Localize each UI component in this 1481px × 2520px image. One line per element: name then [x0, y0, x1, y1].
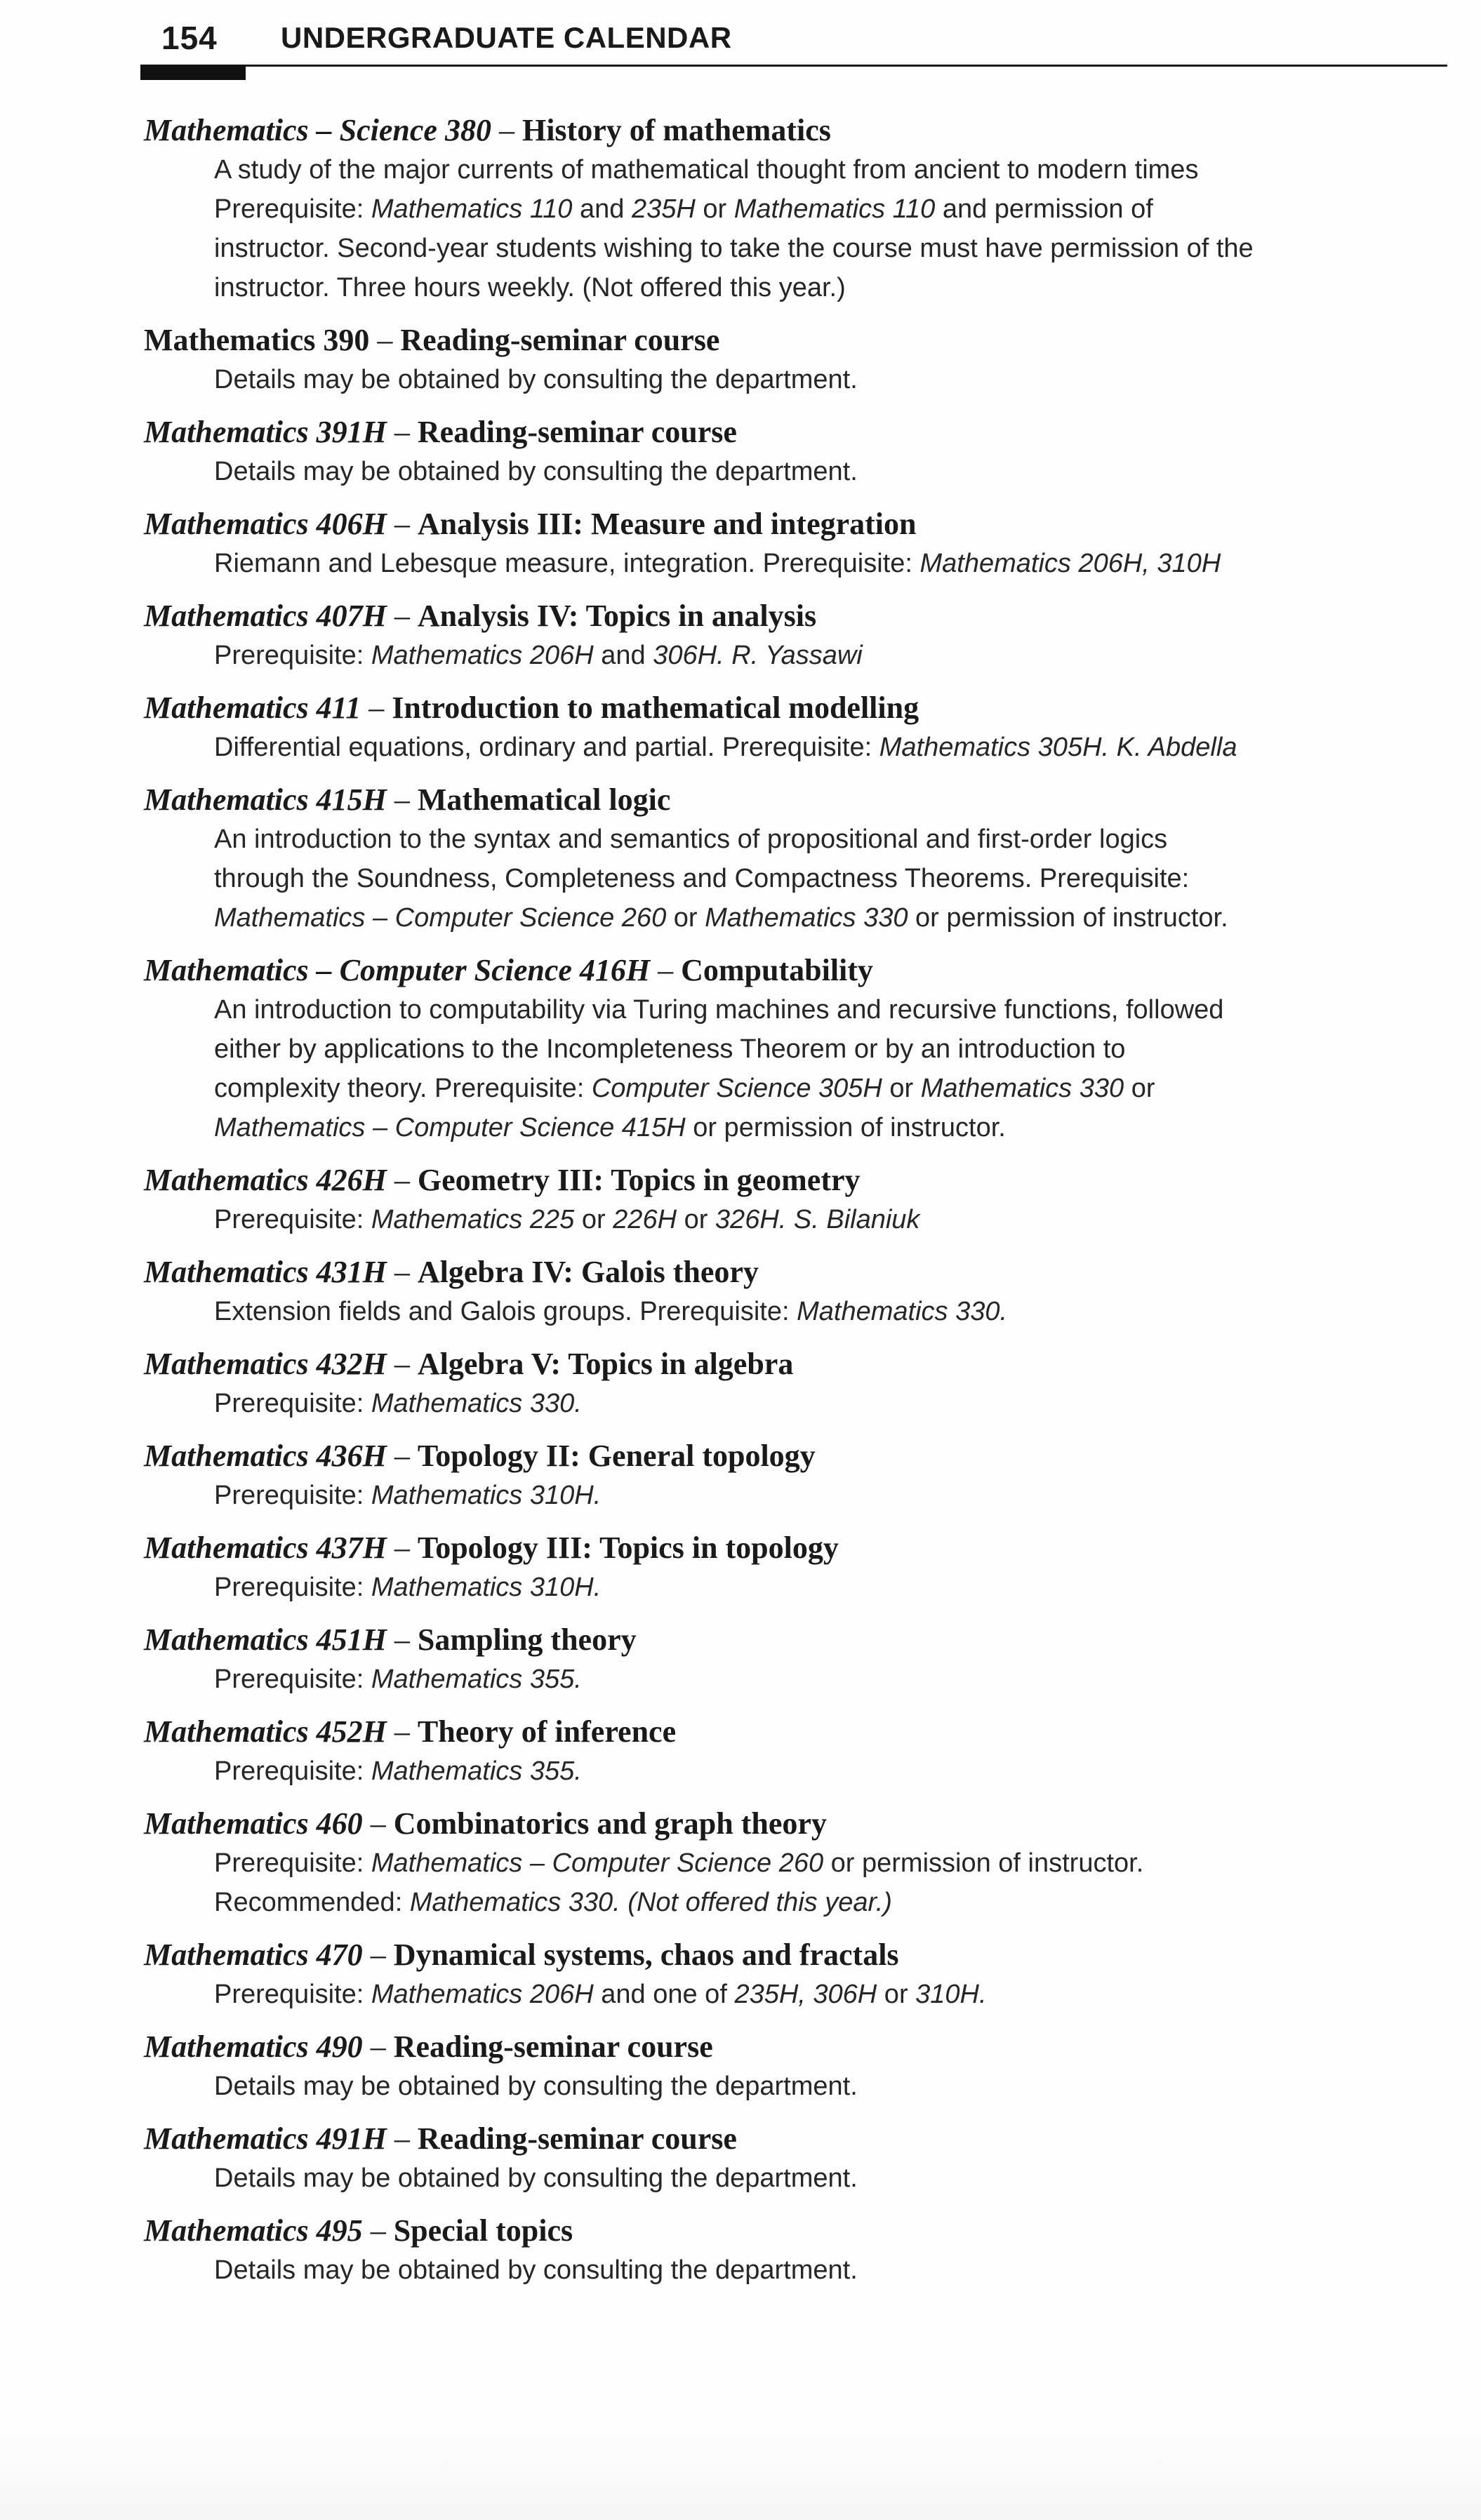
- header-tab-block: [140, 65, 246, 80]
- description-text: instructor. Three hours weekly. (Not offered this year.): [214, 273, 846, 302]
- description-text: Details may be obtained by consulting the department.: [214, 2072, 858, 2101]
- description-text: or: [882, 1074, 921, 1103]
- description-text: or: [677, 1205, 715, 1234]
- course-heading: [144, 1804, 1449, 1844]
- course-description: [144, 990, 1449, 1147]
- course-title: Introduction to mathematical modelling: [392, 691, 919, 725]
- course-code: Mathematics 491H: [144, 2121, 387, 2156]
- course-description: [144, 636, 1449, 675]
- description-line: [214, 1108, 1449, 1147]
- course-dash: –: [369, 323, 401, 357]
- course-code: Mathematics 470: [144, 1938, 363, 1972]
- course-title: Algebra IV: Galois theory: [417, 1255, 759, 1289]
- course-description: [144, 1844, 1449, 1922]
- course-heading: [144, 2211, 1449, 2251]
- course-reference: Mathematics 110: [733, 194, 936, 224]
- course-description: [144, 1200, 1449, 1239]
- course-reference: Computer Science 305H: [591, 1074, 882, 1103]
- course-description: [144, 1568, 1449, 1607]
- course-dash: –: [362, 1938, 394, 1972]
- description-line: [214, 1200, 1449, 1239]
- course-entry: [144, 1253, 1449, 1331]
- course-reference: 226H: [613, 1205, 677, 1234]
- description-line: [214, 2067, 1449, 2106]
- course-reference: Mathematics 305H. K. Abdella: [879, 733, 1237, 762]
- course-entry: [144, 111, 1449, 307]
- description-text: or: [695, 194, 734, 224]
- course-heading: [144, 1620, 1449, 1660]
- course-entry: [144, 688, 1449, 767]
- description-text: Prerequisite:: [214, 194, 371, 224]
- course-description: [144, 728, 1449, 767]
- course-reference: Mathematics 310H.: [371, 1573, 602, 1602]
- course-description: [144, 1476, 1449, 1515]
- course-description: [144, 1384, 1449, 1423]
- course-title: Dynamical systems, chaos and fractals: [393, 1938, 899, 1972]
- course-code: Mathematics 391H: [144, 415, 387, 449]
- course-reference: 310H.: [915, 1980, 987, 2009]
- course-code: Mathematics 452H: [144, 1714, 387, 1749]
- course-heading: [144, 1436, 1449, 1476]
- description-line: [214, 544, 1449, 583]
- course-title: Computability: [681, 953, 873, 987]
- header-rule: [140, 65, 1447, 67]
- course-heading: [144, 780, 1449, 820]
- course-reference: Mathematics 110: [371, 194, 573, 224]
- course-title: Algebra V: Topics in algebra: [417, 1347, 794, 1381]
- course-reference: Mathematics 355.: [371, 1756, 582, 1786]
- course-title: Reading-seminar course: [417, 415, 737, 449]
- course-reference: Mathematics 330.: [371, 1389, 582, 1418]
- page-bottom-edge: [0, 2435, 1481, 2520]
- course-description: [144, 452, 1449, 491]
- description-text: and one of: [593, 1980, 735, 2009]
- description-text: or permission of instructor.: [908, 903, 1228, 933]
- course-entry: [144, 505, 1449, 583]
- course-code: Mathematics 426H: [144, 1163, 387, 1197]
- course-entry: [144, 1528, 1449, 1607]
- course-code: Mathematics 451H: [144, 1622, 387, 1657]
- course-reference: Mathematics 355.: [371, 1665, 582, 1694]
- course-reference: 306H. R. Yassawi: [653, 641, 863, 670]
- course-code: Mathematics 406H: [144, 507, 387, 541]
- course-entry: [144, 1436, 1449, 1515]
- course-reference: Mathematics 310H.: [371, 1481, 602, 1510]
- description-text: Extension fields and Galois groups. Prerequisite:: [214, 1297, 797, 1326]
- description-line: [214, 1384, 1449, 1423]
- course-code: Mathematics 437H: [144, 1531, 387, 1565]
- course-code: Mathematics 407H: [144, 599, 387, 633]
- description-text: Details may be obtained by consulting the department.: [214, 2164, 858, 2193]
- course-heading: [144, 596, 1449, 636]
- course-dash: –: [362, 2029, 394, 2064]
- description-text: Details may be obtained by consulting the department.: [214, 2255, 858, 2285]
- course-heading: [144, 413, 1449, 452]
- course-dash: –: [386, 415, 418, 449]
- course-entry: [144, 951, 1449, 1147]
- course-code: Mathematics 390: [144, 323, 370, 357]
- course-description: [144, 150, 1449, 307]
- course-code: Mathematics 460: [144, 1806, 363, 1841]
- description-text: or: [666, 903, 705, 933]
- description-line: [214, 189, 1449, 229]
- course-reference: 235H: [631, 194, 696, 224]
- course-dash: –: [386, 1531, 418, 1565]
- course-reference: Mathematics – Computer Science 260: [371, 1848, 824, 1878]
- description-text: Prerequisite:: [214, 1848, 371, 1878]
- course-reference: 326H. S. Bilaniuk: [715, 1205, 920, 1234]
- course-heading: [144, 951, 1449, 990]
- course-description: [144, 1292, 1449, 1331]
- course-entry: [144, 2119, 1449, 2198]
- course-reference: Mathematics 206H, 310H: [919, 549, 1221, 578]
- course-reference: Mathematics 330. (Not offered this year.): [409, 1888, 892, 1917]
- description-line: [214, 2159, 1449, 2198]
- course-code: Mathematics – Science 380: [144, 113, 491, 147]
- description-line: [214, 1844, 1449, 1883]
- course-heading: [144, 688, 1449, 728]
- course-entry: [144, 2027, 1449, 2106]
- course-reference: 235H, 306H: [734, 1980, 877, 2009]
- course-title: Topology III: Topics in topology: [417, 1531, 839, 1565]
- description-text: and: [593, 641, 653, 670]
- course-reference: Mathematics – Computer Science 260: [214, 903, 667, 933]
- description-text: Prerequisite:: [214, 1980, 371, 2009]
- course-code: Mathematics 495: [144, 2213, 363, 2248]
- description-text: Details may be obtained by consulting the department.: [214, 365, 858, 394]
- course-title: Topology II: General topology: [417, 1439, 816, 1473]
- description-text: or: [1124, 1074, 1155, 1103]
- course-description: [144, 1975, 1449, 2014]
- course-reference: Mathematics 206H: [371, 1980, 594, 2009]
- running-title: UNDERGRADUATE CALENDAR: [281, 21, 732, 54]
- course-dash: –: [386, 599, 418, 633]
- course-description: [144, 544, 1449, 583]
- description-line: [214, 859, 1449, 898]
- course-title: Mathematical logic: [417, 782, 671, 817]
- course-title: Reading-seminar course: [417, 2121, 737, 2156]
- description-text: An introduction to computability via Turing machines and recursive functions, followed: [214, 995, 1224, 1025]
- course-dash: –: [362, 1806, 394, 1841]
- course-title: Reading-seminar course: [393, 2029, 713, 2064]
- course-dash: –: [386, 1622, 418, 1657]
- page-number: 154: [161, 20, 218, 56]
- course-reference: Mathematics 330.: [797, 1297, 1008, 1326]
- course-dash: –: [361, 691, 392, 725]
- course-dash: –: [386, 782, 418, 817]
- course-dash: –: [386, 1347, 418, 1381]
- description-line: [214, 1883, 1449, 1922]
- course-entry: [144, 413, 1449, 491]
- course-description: [144, 2159, 1449, 2198]
- description-text: or: [877, 1980, 916, 2009]
- description-line: [214, 636, 1449, 675]
- description-line: [214, 820, 1449, 859]
- course-title: Reading-seminar course: [400, 323, 720, 357]
- course-reference: Mathematics 225: [371, 1205, 575, 1234]
- course-heading: [144, 1253, 1449, 1292]
- description-line: [214, 728, 1449, 767]
- description-line: [214, 1975, 1449, 2014]
- description-text: instructor. Second-year students wishing to take the course must have permission of the: [214, 234, 1254, 263]
- course-dash: –: [386, 1439, 418, 1473]
- description-text: complexity theory. Prerequisite:: [214, 1074, 592, 1103]
- course-entry: [144, 596, 1449, 675]
- description-line: [214, 1292, 1449, 1331]
- course-reference: Mathematics – Computer Science 415H: [214, 1113, 686, 1142]
- page-header: [140, 15, 1446, 72]
- description-line: [214, 1568, 1449, 1607]
- course-entry: [144, 321, 1449, 399]
- course-heading: [144, 111, 1449, 150]
- description-text: An introduction to the syntax and semantics of propositional and first-order logics: [214, 825, 1168, 854]
- description-text: Differential equations, ordinary and partial. Prerequisite:: [214, 733, 879, 762]
- course-code: Mathematics 431H: [144, 1255, 387, 1289]
- course-description: [144, 1660, 1449, 1699]
- course-code: Mathematics 490: [144, 2029, 363, 2064]
- course-title: Sampling theory: [417, 1622, 637, 1657]
- course-heading: [144, 321, 1449, 360]
- course-heading: [144, 2119, 1449, 2159]
- description-line: [214, 1029, 1449, 1069]
- description-text: or permission of instructor.: [685, 1113, 1006, 1142]
- course-heading: [144, 1935, 1449, 1975]
- course-entry: [144, 2211, 1449, 2290]
- description-text: Prerequisite:: [214, 641, 371, 670]
- course-code: Mathematics 436H: [144, 1439, 387, 1473]
- course-title: Combinatorics and graph theory: [393, 1806, 827, 1841]
- description-text: Prerequisite:: [214, 1573, 371, 1602]
- course-title: Special topics: [393, 2213, 573, 2248]
- course-dash: –: [362, 2213, 394, 2248]
- course-description: [144, 820, 1449, 938]
- description-line: [214, 360, 1449, 399]
- description-line: [214, 1752, 1449, 1791]
- course-dash: –: [386, 1714, 418, 1749]
- course-description: [144, 360, 1449, 399]
- description-text: Prerequisite:: [214, 1389, 371, 1418]
- description-line: [214, 229, 1449, 268]
- course-dash: –: [386, 507, 418, 541]
- description-text: through the Soundness, Completeness and Compactness Theorems. Prerequisite:: [214, 864, 1190, 893]
- description-line: [214, 1660, 1449, 1699]
- description-text: Prerequisite:: [214, 1756, 371, 1786]
- description-line: [214, 1476, 1449, 1515]
- course-reference: Mathematics 330: [705, 903, 908, 933]
- description-text: or permission of instructor.: [823, 1848, 1144, 1878]
- course-dash: –: [386, 2121, 418, 2156]
- course-dash: –: [491, 113, 522, 147]
- course-heading: [144, 1345, 1449, 1384]
- description-text: Prerequisite:: [214, 1665, 371, 1694]
- description-line: [214, 268, 1449, 307]
- course-description: [144, 2251, 1449, 2290]
- description-text: Prerequisite:: [214, 1481, 371, 1510]
- course-code: Mathematics – Computer Science 416H: [144, 953, 651, 987]
- course-description: [144, 1752, 1449, 1791]
- description-text: Prerequisite:: [214, 1205, 371, 1234]
- description-line: [214, 150, 1449, 189]
- description-line: [214, 898, 1449, 938]
- course-code: Mathematics 411: [144, 691, 361, 725]
- course-heading: [144, 1528, 1449, 1568]
- description-text: A study of the major currents of mathematical thought from ancient to modern times: [214, 155, 1199, 185]
- course-entry: [144, 1161, 1449, 1239]
- course-title: Analysis IV: Topics in analysis: [417, 599, 817, 633]
- course-list: [144, 111, 1449, 2303]
- course-heading: [144, 2027, 1449, 2067]
- course-code: Mathematics 432H: [144, 1347, 387, 1381]
- description-text: either by applications to the Incompleteness Theorem or by an introduction to: [214, 1034, 1126, 1064]
- description-text: Details may be obtained by consulting the department.: [214, 457, 858, 486]
- course-entry: [144, 1620, 1449, 1699]
- course-entry: [144, 1345, 1449, 1423]
- course-heading: [144, 505, 1449, 544]
- description-line: [214, 990, 1449, 1029]
- course-entry: [144, 1804, 1449, 1922]
- course-heading: [144, 1712, 1449, 1752]
- course-title: Theory of inference: [417, 1714, 677, 1749]
- course-reference: Mathematics 330: [920, 1074, 1124, 1103]
- course-title: History of mathematics: [522, 113, 831, 147]
- description-text: Riemann and Lebesque measure, integration. Prerequisite:: [214, 549, 920, 578]
- course-entry: [144, 1712, 1449, 1791]
- description-line: [214, 2251, 1449, 2290]
- course-dash: –: [386, 1255, 418, 1289]
- description-text: and: [572, 194, 632, 224]
- course-title: Geometry III: Topics in geometry: [417, 1163, 861, 1197]
- course-code: Mathematics 415H: [144, 782, 387, 817]
- course-dash: –: [386, 1163, 418, 1197]
- course-entry: [144, 1935, 1449, 2014]
- description-line: [214, 1069, 1449, 1108]
- course-entry: [144, 780, 1449, 938]
- description-text: and permission of: [935, 194, 1153, 224]
- course-description: [144, 2067, 1449, 2106]
- course-title: Analysis III: Measure and integration: [417, 507, 917, 541]
- description-text: or: [574, 1205, 613, 1234]
- description-text: Recommended:: [214, 1888, 410, 1917]
- course-dash: –: [650, 953, 682, 987]
- description-line: [214, 452, 1449, 491]
- course-reference: Mathematics 206H: [371, 641, 594, 670]
- course-heading: [144, 1161, 1449, 1200]
